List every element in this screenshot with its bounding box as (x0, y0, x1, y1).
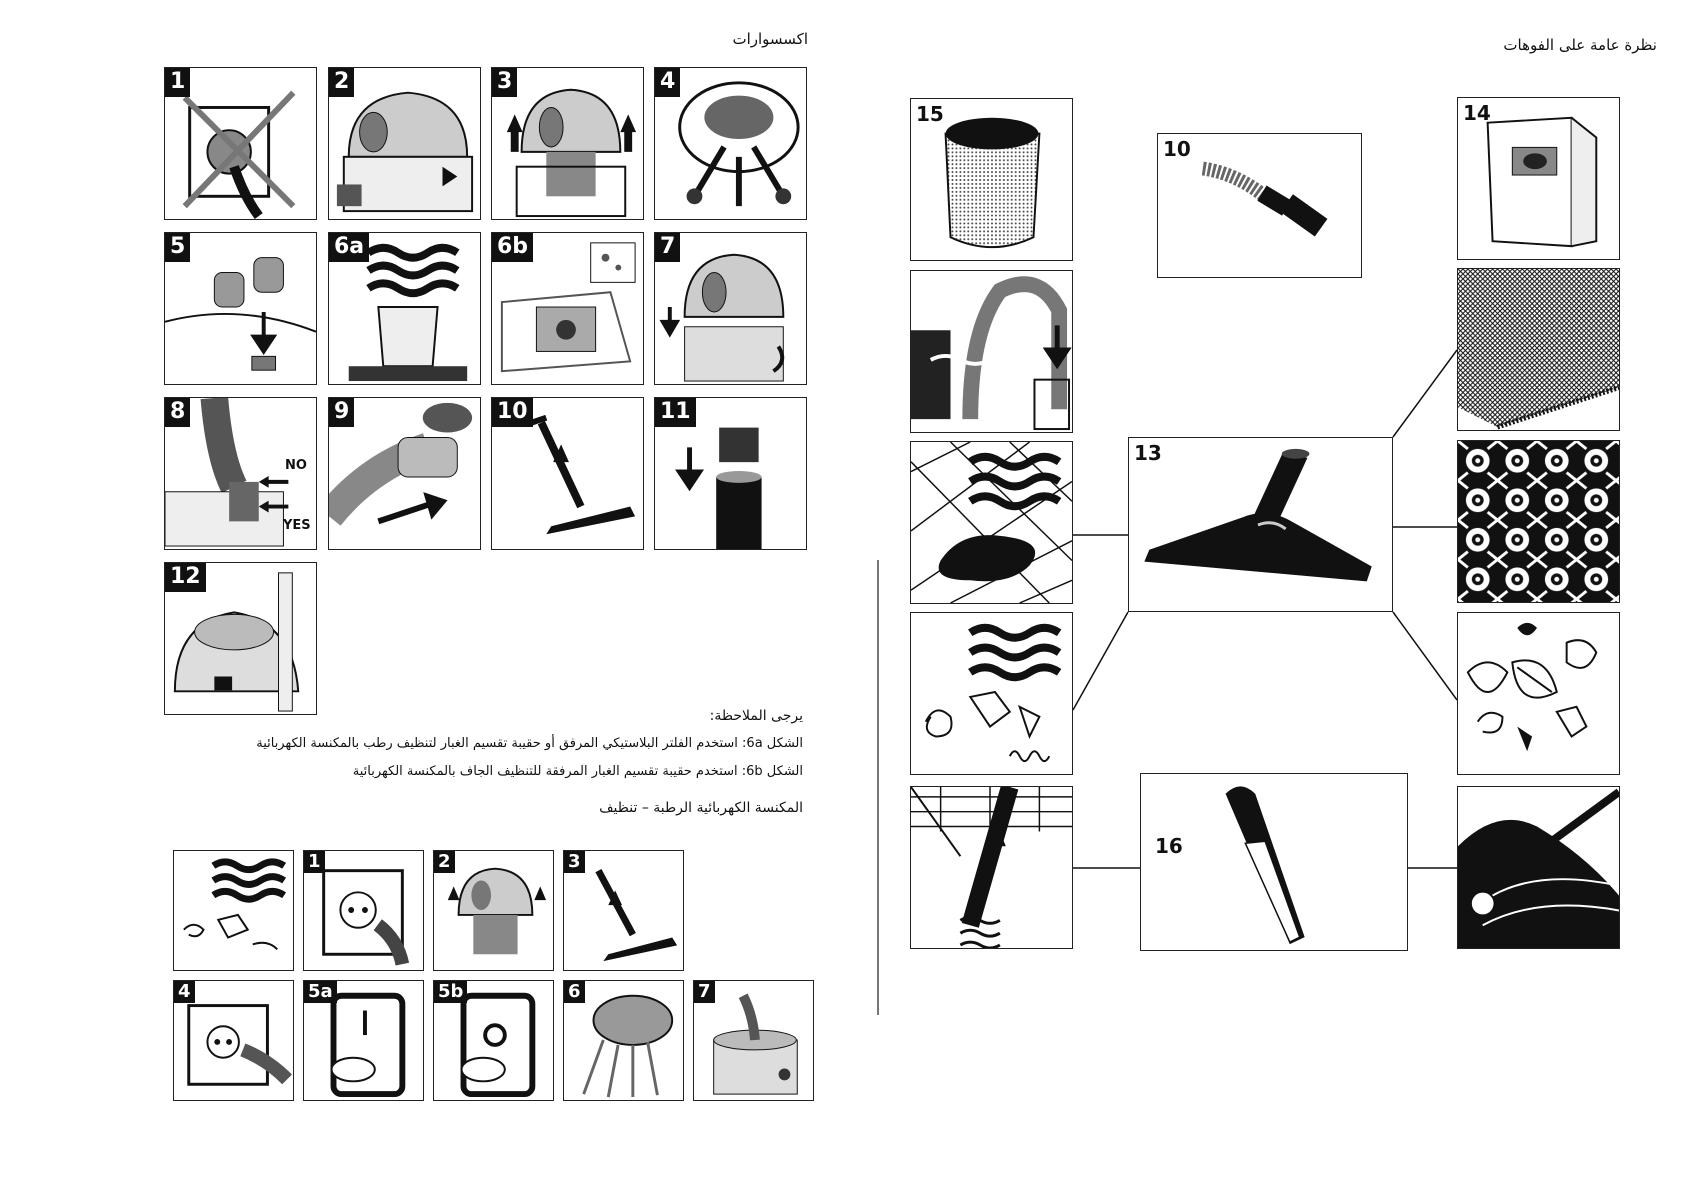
step-number: 5a (304, 981, 337, 1003)
pattern-floor-icon (1458, 441, 1619, 602)
upholstery-panel (1457, 786, 1620, 949)
step-number: 7 (655, 233, 680, 262)
carpet-panel (1457, 268, 1620, 431)
item-number: 16 (1155, 834, 1183, 858)
wet-step-2-panel (433, 850, 554, 971)
nozzle-16-panel (1140, 773, 1408, 951)
step-2-panel (328, 67, 481, 220)
step-number: 6 (564, 981, 585, 1003)
parquet-panel (1457, 440, 1620, 603)
nozzle-10-panel (1157, 133, 1362, 278)
item-number: 15 (916, 102, 944, 126)
page-gutter (877, 560, 879, 1015)
crevice-nozzle-icon (1141, 774, 1407, 950)
wet-debris-icon (911, 613, 1072, 774)
note-6a: الشكل 6a: استخدم الفلتر البلاستيكي المرفق أو حقيبة تقسيم الغبار لتنظيف رطب بالمكنسة الكهربائية (256, 736, 803, 751)
step-10-panel (491, 397, 644, 550)
wet-cleaning-heading: المكنسة الكهربائية الرطبة – تنظيف (599, 800, 803, 816)
dry-debris-panel (1457, 612, 1620, 775)
right-page (882, 0, 1685, 1192)
wet-intro-panel (173, 850, 294, 971)
step-9-panel (328, 397, 481, 550)
leaves-icon (1458, 613, 1619, 774)
wet-step-4-panel (173, 980, 294, 1101)
wet-step-6-panel (563, 980, 684, 1101)
step-number: 3 (492, 68, 517, 97)
step-5-panel (164, 232, 317, 385)
no-label: NO (285, 458, 307, 473)
wet-step-5b-panel (433, 980, 554, 1101)
step-12-panel (164, 562, 317, 715)
floor-nozzle-icon (1129, 438, 1392, 611)
step-number: 8 (165, 398, 190, 427)
note-6b: الشكل 6b: استخدم حقيبة تقسيم الغبار المرفقة للتنظيف الجاف بالمكنسة الكهربائية (352, 764, 803, 779)
step-number: 5b (434, 981, 467, 1003)
step-7-panel (654, 232, 807, 385)
step-number: 2 (434, 851, 455, 873)
step-8-panel (164, 397, 317, 550)
step-number: 2 (329, 68, 354, 97)
nozzle-14-panel (1457, 97, 1620, 260)
carpet-icon (1458, 269, 1619, 430)
wet-debris-panel (910, 612, 1073, 775)
upholstery-icon (1458, 787, 1619, 948)
nozzle-15-panel (910, 98, 1073, 261)
step-1-panel (164, 67, 317, 220)
step-6b-panel (491, 232, 644, 385)
step-number: 3 (564, 851, 585, 873)
note-title: يرجى الملاحظة: (709, 708, 803, 724)
wet-floor-icon (911, 442, 1072, 603)
wet-step-3-panel (563, 850, 684, 971)
step-number: 6a (329, 233, 369, 262)
step-6a-panel (328, 232, 481, 385)
step-number: 4 (174, 981, 195, 1003)
crevice-use-icon (911, 787, 1072, 948)
wet-suction-icon (911, 271, 1072, 432)
step-number: 1 (165, 68, 190, 97)
step-number: 10 (492, 398, 533, 427)
step-number: 12 (165, 563, 206, 592)
step-number: 9 (329, 398, 354, 427)
accessories-heading: اكسسوارات (732, 30, 808, 48)
wet-dirt-icon (174, 851, 293, 970)
wet-step-1-panel (303, 850, 424, 971)
item-number: 10 (1163, 137, 1191, 161)
crevice-use-panel (910, 786, 1073, 949)
step-3-panel (491, 67, 644, 220)
step-11-panel (654, 397, 807, 550)
nozzle-overview-heading: نظرة عامة على الفوهات (1503, 36, 1657, 54)
yes-label: YES (283, 518, 311, 533)
wet-floor-panel (910, 441, 1073, 604)
wet-suction-panel (910, 270, 1073, 433)
nozzle-13-panel (1128, 437, 1393, 612)
step-number: 7 (694, 981, 715, 1003)
step-number: 1 (304, 851, 325, 873)
wet-step-5a-panel (303, 980, 424, 1101)
item-number: 13 (1134, 441, 1162, 465)
wet-step-7-panel (693, 980, 814, 1101)
step-number: 6b (492, 233, 533, 262)
step-number: 4 (655, 68, 680, 97)
step-number: 11 (655, 398, 696, 427)
item-number: 14 (1463, 101, 1491, 125)
step-number: 5 (165, 233, 190, 262)
step-4-panel (654, 67, 807, 220)
